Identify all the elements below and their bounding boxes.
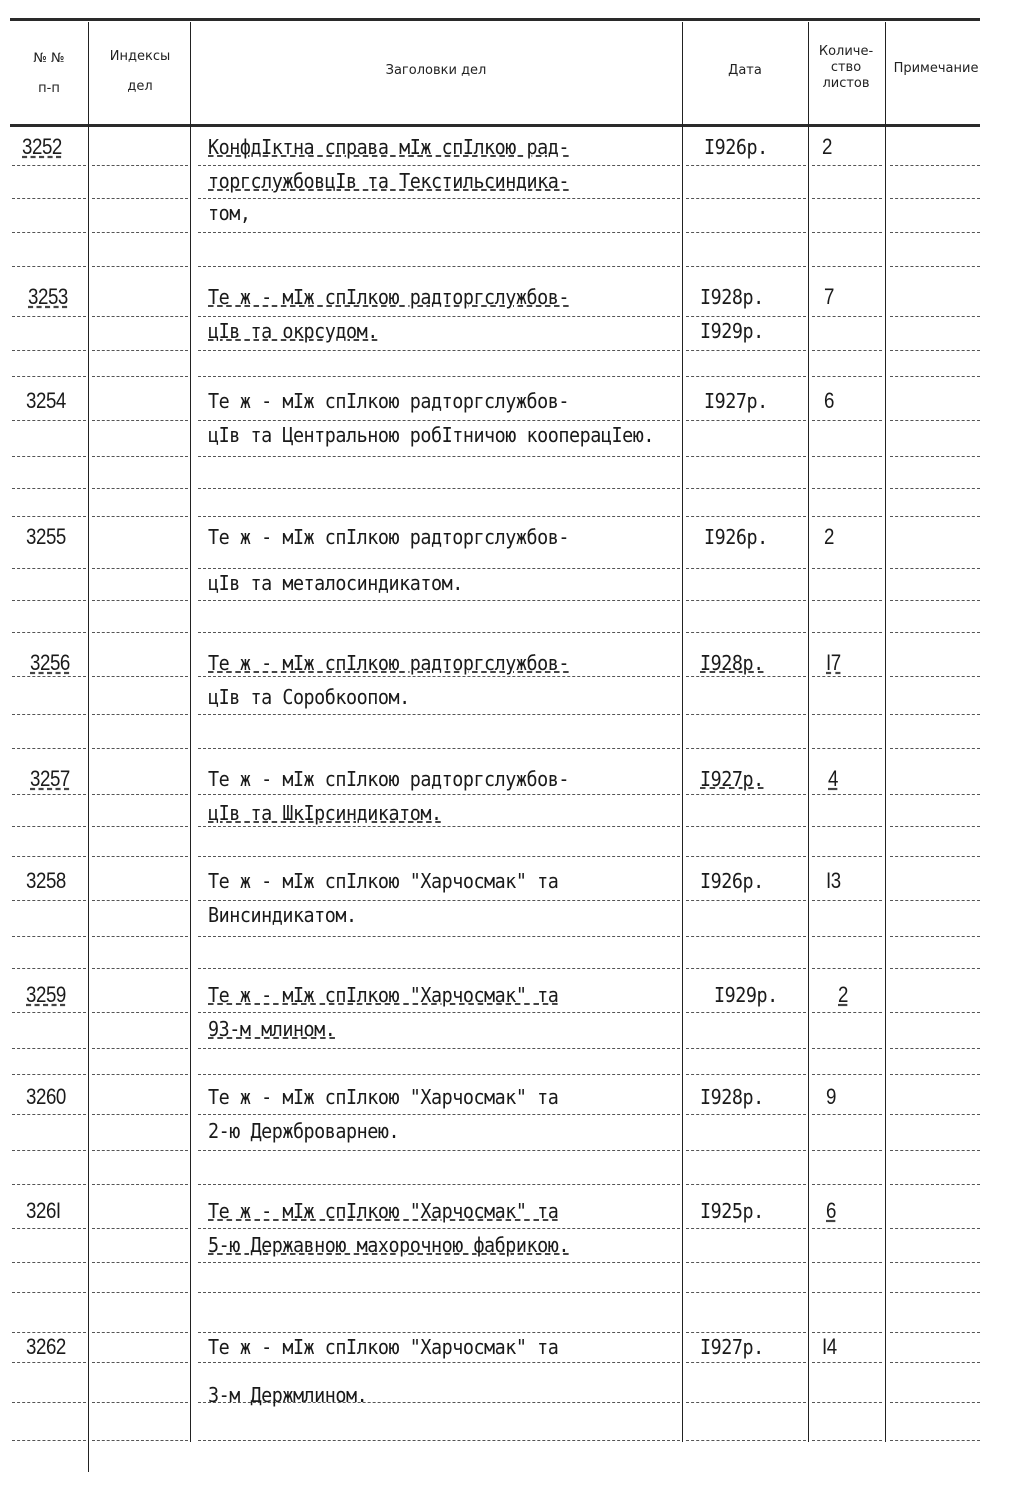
ruled-line [198,1074,680,1076]
ruled-line [890,1048,980,1050]
row-title-line: Те ж - мIж спIлкою "Харчосмак" та [208,869,559,893]
ruled-line [890,936,980,938]
header-index-line1: Индексы [109,49,171,64]
row-sheets: 2 [838,982,848,1007]
ruled-line [198,632,680,634]
ruled-line [92,266,188,268]
ruled-line [812,1150,882,1152]
row-date: I927р. [700,1335,764,1359]
ruled-line [12,826,86,828]
row-number: 3256 [30,650,70,675]
ruled-line [686,376,806,378]
col-divider-1 [88,22,89,1472]
row-title-line: цIв та ШкIрсиндикатом. [208,801,442,825]
row-title-line: Те ж - мIж спIлкою радторгслужбов- [208,651,570,675]
row-sheets: 6 [824,388,834,413]
ruled-line [812,1228,882,1230]
row-title-line: Те ж - мIж спIлкою радторгслужбов- [208,767,570,791]
ruled-line [686,266,806,268]
header-index [92,48,188,96]
row-number: 3258 [26,868,66,893]
row-date: I928р. [700,651,764,675]
ruled-line [890,420,980,422]
row-date: I926р. [704,135,768,159]
row-date: I926р. [700,869,764,893]
ruled-line [686,165,806,167]
header-sheets-line3: листов [822,76,870,91]
col-divider-5 [885,22,886,1442]
row-date: I928р. [700,1085,764,1109]
row-number: 3252 [22,134,62,159]
ruled-line [812,198,882,200]
row-number: 3253 [28,284,68,309]
ruled-line [812,856,882,858]
ruled-line [92,1074,188,1076]
ruled-line [12,856,86,858]
ruled-line [92,1402,188,1404]
ruled-line [92,714,188,716]
row-date: I929р. [714,983,778,1007]
ruled-line [812,968,882,970]
ruled-line [890,1332,980,1334]
ruled-line [92,198,188,200]
ruled-line [890,1402,980,1404]
ruled-line [686,1262,806,1264]
ruled-line [12,516,86,518]
row-sheets: 2 [824,524,834,549]
ruled-line [92,676,188,678]
ruled-line [92,900,188,902]
ruled-line [812,900,882,902]
ruled-line [686,826,806,828]
ruled-line [12,748,86,750]
ruled-line [198,748,680,750]
header-title-text: Заголовки дел [385,63,487,78]
row-number: 326I [26,1198,61,1223]
ruled-line [198,456,680,458]
header-sheets [808,44,884,92]
ruled-line [890,1228,980,1230]
row-title-line: Те ж - мIж спIлкою "Харчосмак" та [208,983,559,1007]
row-number: 3257 [30,766,70,791]
ruled-line [812,748,882,750]
row-title-line: Те ж - мIж спIлкою радторгслужбов- [208,285,570,309]
row-date: I927р. [704,389,768,413]
ruled-line [890,1074,980,1076]
header-bottom-border [10,124,980,127]
ruled-line [812,568,882,570]
ruled-line [686,1440,806,1442]
ruled-line [12,232,86,234]
ruled-line [812,1440,882,1442]
ruled-line [812,1292,882,1294]
ruled-line [686,516,806,518]
header-date-text: Дата [728,63,762,78]
row-number: 3255 [26,524,66,549]
ruled-line [12,1150,86,1152]
row-title-line: Те ж - мIж спIлкою "Харчосмак" та [208,1085,559,1109]
ruled-line [12,900,86,902]
ruled-line [890,1114,980,1116]
ruled-line [198,968,680,970]
ruled-line [890,900,980,902]
col-divider-4 [808,22,809,1442]
ruled-line [12,488,86,490]
ruled-line [812,1012,882,1014]
ruled-line [92,350,188,352]
ruled-line [890,600,980,602]
ruled-line [890,488,980,490]
ruled-line [92,1440,188,1442]
ruled-line [198,600,680,602]
ruled-line [890,232,980,234]
row-sheets: 2 [822,134,832,159]
row-number: 3259 [26,982,66,1007]
ruled-line [890,198,980,200]
ruled-line [198,1262,680,1264]
ruled-line [812,676,882,678]
ruled-line [812,420,882,422]
ruled-line [12,568,86,570]
ruled-line [92,1184,188,1186]
row-title-line: КонфдIктна справа мIж спIлкою рад- [208,135,570,159]
ruled-line [198,232,680,234]
row-title-line: 2-ю Держброварнею. [208,1119,400,1143]
ruled-line [12,632,86,634]
header-number [14,50,84,98]
ruled-line [890,1184,980,1186]
ruled-line [890,676,980,678]
ruled-line [686,1150,806,1152]
ruled-line [890,632,980,634]
ruled-line [812,376,882,378]
row-title-line: том, [208,201,251,225]
ruled-line [890,165,980,167]
ruled-line [812,1048,882,1050]
row-title-line: цIв та Центральною робIтничою кооперацIею. [208,423,654,447]
row-number: 3254 [26,388,66,413]
ruled-line [198,1048,680,1050]
row-date: I929р. [700,319,764,343]
ruled-line [12,1114,86,1116]
ruled-line [686,1228,806,1230]
ruled-line [686,568,806,570]
ruled-line [92,316,188,318]
row-sheets: 4 [828,766,838,791]
ruled-line [12,1402,86,1404]
ruled-line [812,1184,882,1186]
table-top-border [10,18,980,21]
ruled-line [12,350,86,352]
ruled-line [686,1184,806,1186]
ruled-line [198,198,680,200]
ruled-line [12,600,86,602]
ruled-line [12,376,86,378]
ruled-line [12,1262,86,1264]
ruled-line [92,232,188,234]
row-date: I925р. [700,1199,764,1223]
ruled-line [92,968,188,970]
row-title-line: 5-ю Державною махорочною фабрикою. [208,1233,570,1257]
col-divider-3 [682,22,683,1442]
ruled-line [812,165,882,167]
ruled-line [12,165,86,167]
ruled-line [12,266,86,268]
ruled-line [890,856,980,858]
ruled-line [92,488,188,490]
ruled-line [12,1074,86,1076]
ruled-line [686,420,806,422]
ruled-line [92,456,188,458]
ruled-line [890,968,980,970]
ruled-line [92,936,188,938]
ruled-line [92,376,188,378]
ruled-line [686,350,806,352]
ruled-line [12,936,86,938]
ruled-line [12,1048,86,1050]
ruled-line [198,266,680,268]
row-title-line: Те ж - мIж спIлкою "Харчосмак" та [208,1199,559,1223]
ruled-line [12,316,86,318]
ruled-line [198,350,680,352]
ruled-line [812,232,882,234]
ruled-line [92,600,188,602]
ruled-line [686,1114,806,1116]
ruled-line [812,826,882,828]
ruled-line [92,1114,188,1116]
header-number-line1: № № [33,51,65,66]
ruled-line [92,1150,188,1152]
ruled-line [890,748,980,750]
ruled-line [686,1074,806,1076]
row-date: I928р. [700,285,764,309]
header-sheets-line2: ство [830,60,862,75]
ruled-line [890,714,980,716]
ruled-line [890,266,980,268]
ruled-line [92,856,188,858]
ruled-line [92,1048,188,1050]
ruled-line [92,748,188,750]
row-title-line: Те ж - мIж спIлкою "Харчосмак" та [208,1335,559,1359]
ruled-line [92,165,188,167]
row-title-line: торгслужбовцIв та Текстильсиндика- [208,169,570,193]
ruled-line [92,1362,188,1364]
ruled-line [812,316,882,318]
ruled-line [812,266,882,268]
ruled-line [12,420,86,422]
row-title-line: Те ж - мIж спIлкою радторгслужбов- [208,389,570,413]
ruled-line [686,632,806,634]
ruled-line [92,632,188,634]
ruled-line [92,1228,188,1230]
ruled-line [812,714,882,716]
ruled-line [92,826,188,828]
ruled-line [686,1292,806,1294]
ruled-line [92,794,188,796]
ruled-line [890,1362,980,1364]
ruled-line [12,198,86,200]
row-sheets: I7 [826,650,841,675]
ruled-line [686,936,806,938]
row-sheets: I4 [822,1334,837,1359]
ruled-line [12,456,86,458]
ruled-line [890,794,980,796]
ruled-line [686,900,806,902]
ruled-line [812,1114,882,1116]
ruled-line [92,1332,188,1334]
ruled-line [686,748,806,750]
ruled-line [198,1292,680,1294]
ruled-line [890,1292,980,1294]
ruled-line [12,1292,86,1294]
ruled-line [812,1402,882,1404]
ruled-line [198,1440,680,1442]
header-title [192,62,680,80]
ruled-line [92,1292,188,1294]
ruled-line [198,516,680,518]
ruled-line [890,1262,980,1264]
header-sheets-line1: Количе- [818,44,874,59]
ruled-line [890,1150,980,1152]
row-title-line: 93-м млином. [208,1017,336,1041]
ruled-line [812,936,882,938]
header-date [684,62,806,80]
ruled-line [92,516,188,518]
ruled-line [812,600,882,602]
ruled-line [812,1074,882,1076]
ruled-line [890,516,980,518]
ruled-line [686,968,806,970]
ruled-line [890,456,980,458]
ruled-line [12,968,86,970]
ruled-line [890,316,980,318]
ruled-line [198,376,680,378]
header-index-line2: дел [127,79,153,94]
row-sheets: 9 [826,1084,836,1109]
row-number: 3262 [26,1334,66,1359]
ruled-line [92,1012,188,1014]
ruled-line [12,714,86,716]
ruled-line [12,1228,86,1230]
header-notes [886,60,986,78]
row-sheets: 7 [824,284,834,309]
ruled-line [890,350,980,352]
ruled-line [198,856,680,858]
row-sheets: 6 [826,1198,836,1223]
ruled-line [686,456,806,458]
ruled-line [812,1262,882,1264]
ruled-line [198,488,680,490]
ruled-line [812,456,882,458]
ruled-line [198,1184,680,1186]
ruled-line [686,488,806,490]
ruled-line [812,516,882,518]
col-divider-2 [190,22,191,1442]
ruled-line [812,632,882,634]
row-date: I927р. [700,767,764,791]
ruled-line [198,936,680,938]
ruled-line [686,198,806,200]
ruled-line [686,1048,806,1050]
ruled-line [890,826,980,828]
ruled-line [12,1440,86,1442]
ruled-line [686,600,806,602]
ruled-line [812,794,882,796]
ruled-line [890,376,980,378]
row-sheets: I3 [826,868,841,893]
row-date: I926р. [704,525,768,549]
ruled-line [686,1402,806,1404]
ruled-line [92,1262,188,1264]
row-title-line: 3-м Держмлином. [208,1383,368,1407]
ruled-line [890,1440,980,1442]
row-title-line: Те ж - мIж спIлкою радторгслужбов- [208,525,570,549]
ruled-line [12,1012,86,1014]
row-title-line: Винсиндикатом. [208,903,357,927]
row-title-line: цIв та окрсудом. [208,319,378,343]
ruled-line [92,420,188,422]
row-title-line: цIв та Coробкоопом. [208,685,410,709]
row-number: 3260 [26,1084,66,1109]
ruled-line [198,714,680,716]
ruled-line [686,232,806,234]
ruled-line [890,568,980,570]
ruled-line [198,1150,680,1152]
ruled-line [92,568,188,570]
header-notes-text: Примечание [893,61,979,76]
ruled-line [812,350,882,352]
ruled-line [12,1184,86,1186]
ruled-line [686,714,806,716]
row-title-line: цIв та металосиндикатом. [208,571,463,595]
ruled-line [686,856,806,858]
ruled-line [890,1012,980,1014]
ruled-line [686,1012,806,1014]
ruled-line [812,488,882,490]
header-number-line2: п-п [38,81,60,96]
